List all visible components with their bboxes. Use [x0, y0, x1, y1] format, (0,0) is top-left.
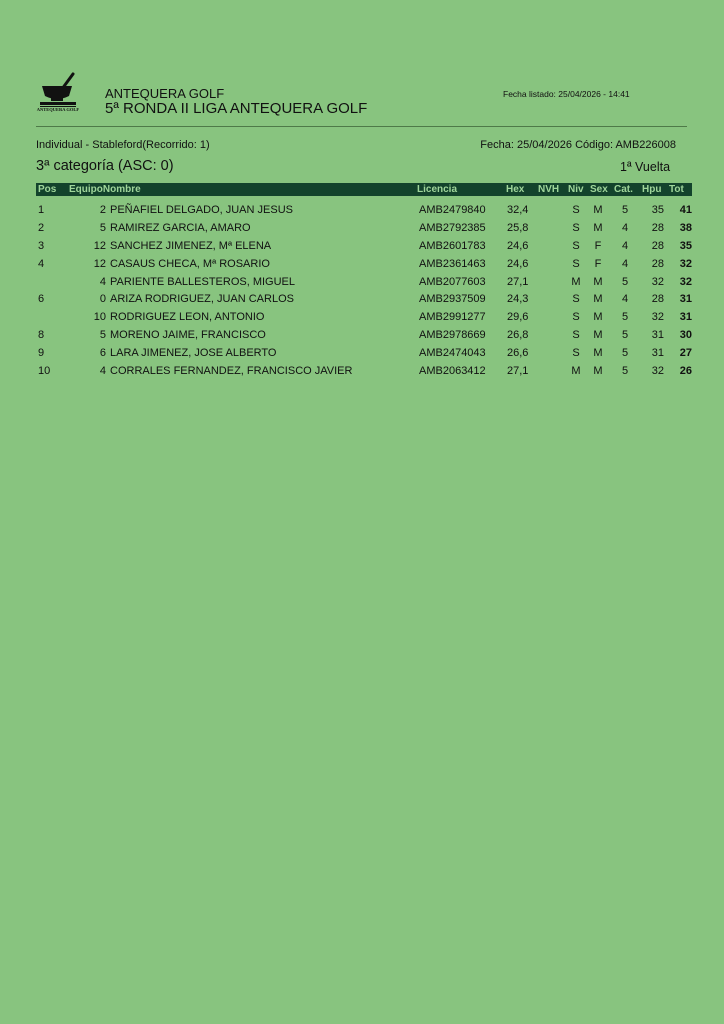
row-license: AMB2792385	[419, 221, 486, 234]
table-row	[36, 239, 692, 257]
row-category: 4	[621, 257, 629, 270]
row-license: AMB2601783	[419, 239, 486, 252]
event-title: 5ª RONDA II LIGA ANTEQUERA GOLF	[105, 100, 368, 117]
row-niv: S	[572, 257, 580, 270]
row-total: 38	[679, 221, 692, 234]
row-niv: S	[572, 293, 580, 306]
row-niv: M	[571, 365, 581, 378]
row-position: 3	[38, 239, 45, 252]
column-header-niv: Niv	[568, 184, 584, 195]
table-row	[36, 221, 692, 239]
row-team: 10	[93, 311, 106, 324]
table-row	[36, 346, 692, 364]
table-row	[36, 203, 692, 221]
row-sex: M	[593, 365, 603, 378]
row-sex: M	[593, 293, 603, 306]
row-hex: 24,6	[507, 239, 529, 252]
row-player-name: PARIENTE BALLESTEROS, MIGUEL	[110, 275, 296, 288]
results-table-body	[36, 203, 692, 382]
row-license: AMB2991277	[419, 311, 486, 324]
row-sex: F	[594, 239, 602, 252]
row-team: 12	[93, 239, 106, 252]
row-team: 4	[99, 275, 106, 288]
row-sex: M	[593, 275, 603, 288]
row-niv: S	[572, 204, 580, 216]
row-player-name: CASAUS CHECA, Mª ROSARIO	[110, 257, 270, 270]
row-category: 5	[621, 311, 629, 324]
row-position: 1	[38, 204, 45, 216]
row-category: 4	[621, 221, 629, 234]
row-niv: M	[571, 275, 581, 288]
row-player-name: CORRALES FERNANDEZ, FRANCISCO JAVIER	[110, 365, 353, 378]
row-player-name: LARA JIMENEZ, JOSE ALBERTO	[110, 347, 277, 360]
column-header-sex: Sex	[590, 184, 608, 195]
row-hpu: 28	[651, 257, 664, 270]
row-hpu: 32	[651, 275, 664, 288]
row-hex: 29,6	[507, 311, 529, 324]
row-total: 35	[679, 239, 692, 252]
row-team: 5	[99, 329, 106, 342]
logo-text: ANTEQUERA GOLF	[36, 107, 80, 112]
row-category: 5	[621, 275, 629, 288]
column-header-pos: Pos	[38, 184, 57, 195]
column-header-hex: Hex	[506, 184, 525, 195]
row-total: 31	[679, 293, 692, 306]
row-hex: 27,1	[507, 365, 529, 378]
round-label: 1ª Vuelta	[620, 160, 671, 174]
row-niv: S	[572, 347, 580, 360]
row-sex: M	[593, 221, 603, 234]
row-sex: M	[593, 347, 603, 360]
row-niv: S	[572, 311, 580, 324]
row-license: AMB2937509	[419, 293, 486, 306]
row-team: 12	[93, 257, 106, 270]
category-title: 3ª categoría (ASC: 0)	[36, 158, 174, 174]
row-niv: S	[572, 329, 580, 342]
row-hpu: 31	[651, 329, 664, 342]
row-total: 30	[679, 329, 692, 342]
row-hpu: 28	[651, 239, 664, 252]
row-niv: S	[572, 239, 580, 252]
table-row	[36, 310, 692, 328]
row-hex: 25,8	[507, 221, 529, 234]
row-hpu: 32	[651, 365, 664, 378]
row-sex: M	[593, 204, 603, 216]
row-total: 26	[679, 365, 692, 378]
column-header-hpu: Hpu	[642, 184, 662, 195]
row-sex: F	[594, 257, 602, 270]
row-team: 5	[99, 221, 106, 234]
row-license: AMB2361463	[419, 257, 486, 270]
row-position: 10	[38, 365, 51, 378]
row-position: 6	[38, 293, 45, 306]
row-license: AMB2474043	[419, 347, 486, 360]
row-total: 32	[679, 257, 692, 270]
row-total: 31	[679, 311, 692, 324]
row-license: AMB2978669	[419, 329, 486, 342]
row-license: AMB2077603	[419, 275, 486, 288]
column-header-cat: Cat.	[614, 184, 633, 195]
table-row	[36, 328, 692, 346]
competition-format: Individual - Stableford(Recorrido: 1)	[36, 139, 210, 151]
row-niv: S	[572, 221, 580, 234]
row-player-name: SANCHEZ JIMENEZ, Mª ELENA	[110, 239, 272, 252]
results-table-header	[36, 183, 692, 196]
row-hpu: 35	[651, 204, 664, 216]
row-total: 27	[679, 347, 692, 360]
row-position: 8	[38, 329, 45, 342]
row-hpu: 32	[651, 311, 664, 324]
row-player-name: ARIZA RODRIGUEZ, JUAN CARLOS	[110, 293, 294, 306]
column-header-nvh: NVH	[538, 184, 560, 195]
club-logo	[36, 72, 80, 118]
row-hpu: 28	[651, 293, 664, 306]
row-player-name: MORENO JAIME, FRANCISCO	[110, 329, 266, 342]
row-team: 6	[99, 347, 106, 360]
row-hpu: 28	[651, 221, 664, 234]
row-category: 5	[621, 329, 629, 342]
row-position: 4	[38, 257, 45, 270]
table-row	[36, 257, 692, 275]
row-team: 4	[99, 365, 106, 378]
row-sex: M	[593, 329, 603, 342]
row-total: 32	[679, 275, 692, 288]
row-category: 5	[621, 204, 629, 216]
row-sex: M	[593, 311, 603, 324]
row-license: AMB2479840	[419, 204, 486, 216]
column-header-license: Licencia	[417, 184, 458, 195]
header-divider	[36, 126, 687, 127]
row-total: 41	[679, 204, 692, 216]
row-hex: 32,4	[507, 204, 529, 216]
row-player-name: RODRIGUEZ LEON, ANTONIO	[110, 311, 265, 324]
row-position: 9	[38, 347, 45, 360]
row-hex: 26,8	[507, 329, 529, 342]
row-hpu: 31	[651, 347, 664, 360]
club-name: ANTEQUERA GOLF	[105, 86, 225, 101]
row-category: 5	[621, 365, 629, 378]
row-category: 4	[621, 239, 629, 252]
row-hex: 24,3	[507, 293, 529, 306]
row-hex: 26,6	[507, 347, 529, 360]
row-team: 2	[99, 204, 106, 216]
column-header-team-name: EquipoNombre	[69, 184, 141, 195]
row-team: 0	[99, 293, 106, 306]
date-and-code: Fecha: 25/04/2026 Código: AMB226008	[480, 139, 676, 151]
row-license: AMB2063412	[419, 365, 486, 378]
table-row	[36, 292, 692, 310]
row-player-name: RAMIREZ GARCIA, AMARO	[110, 221, 251, 234]
table-row	[36, 275, 692, 293]
row-category: 5	[621, 347, 629, 360]
row-player-name: PEÑAFIEL DELGADO, JUAN JESUS	[110, 204, 293, 216]
row-position: 2	[38, 221, 45, 234]
column-header-tot: Tot	[669, 184, 684, 195]
row-category: 4	[621, 293, 629, 306]
print-date: Fecha listado: 25/04/2026 - 14:41	[503, 89, 630, 99]
row-hex: 27,1	[507, 275, 529, 288]
table-row	[36, 364, 692, 382]
row-hex: 24,6	[507, 257, 529, 270]
